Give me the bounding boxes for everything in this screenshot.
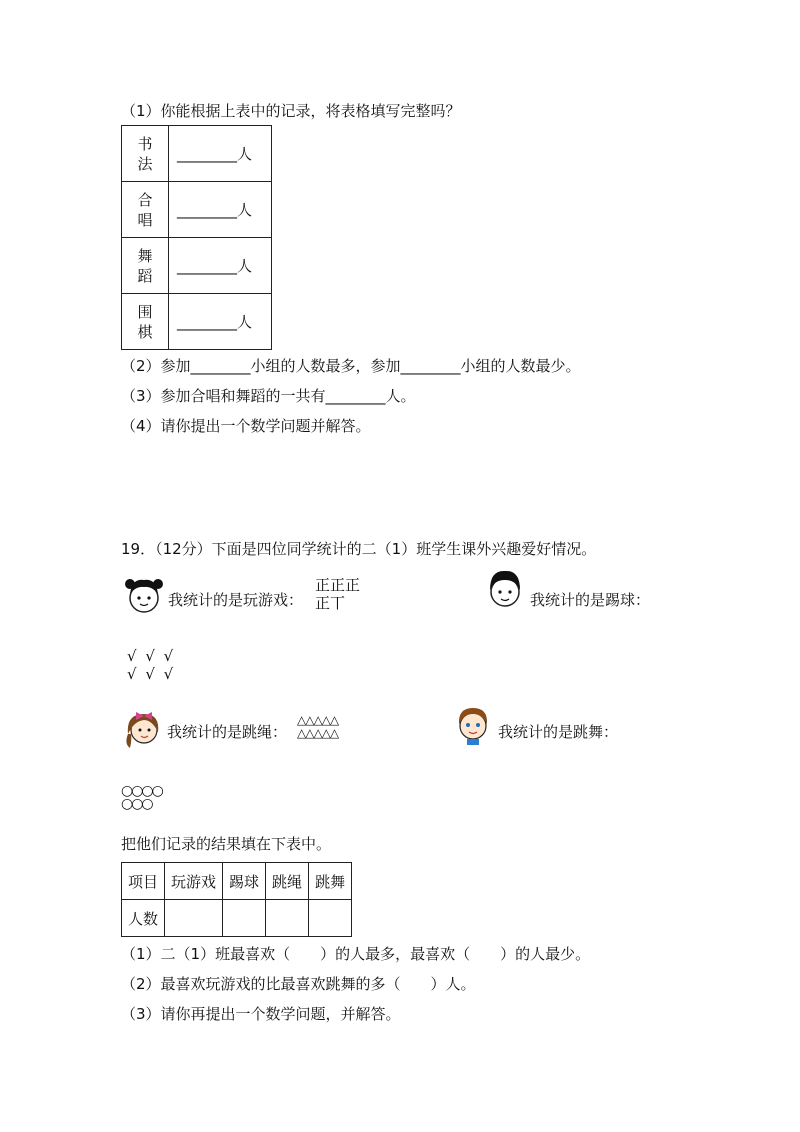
q18-part1: （1）你能根据上表中的记录，将表格填写完整吗？ [121, 102, 461, 120]
table-row [122, 294, 272, 350]
tally-line: ○○○ [121, 796, 152, 812]
answer-blank[interactable]: ________人 [169, 238, 272, 294]
row-label: 书 法 [122, 126, 169, 182]
row-label: 舞 蹈 [122, 238, 169, 294]
dance-label: 我统计的是跳舞： [498, 723, 619, 741]
answer-cell[interactable] [266, 900, 309, 937]
q19-instruction: 把他们记录的结果填在下表中。 [121, 835, 332, 853]
q19-table [121, 862, 352, 937]
games-tally [315, 576, 360, 612]
q19-part1: （1）二（1）班最喜欢（ ）的人最多，最喜欢（ ）的人最少。 [121, 945, 591, 963]
table-row-label: 人数 [122, 900, 165, 937]
q18-part4: （4）请你提出一个数学问题并解答。 [121, 417, 371, 435]
boy-avatar-icon [484, 566, 526, 612]
games-label: 我统计的是玩游戏： [168, 591, 304, 609]
table-row [122, 900, 352, 937]
tally-line: √ √ √ [127, 647, 176, 665]
row-label: 合 唱 [122, 182, 169, 238]
girl-with-bow-avatar-icon [122, 706, 164, 750]
q19-part2: （2）最喜欢玩游戏的比最喜欢跳舞的多（ ）人。 [121, 975, 476, 993]
table-row [122, 182, 272, 238]
girl-avatar-icon [122, 572, 166, 618]
rope-marks [297, 714, 338, 740]
tally-line: △△△△△ [297, 713, 339, 727]
boy-brown-hair-avatar-icon [452, 702, 494, 746]
tally-line: 正正正 [315, 576, 361, 594]
table-row [122, 126, 272, 182]
table-header: 跳绳 [266, 863, 309, 900]
dance-marks [121, 785, 162, 811]
answer-cell[interactable] [223, 900, 266, 937]
q19-part3: （3）请你再提出一个数学问题，并解答。 [121, 1005, 401, 1023]
answer-cell[interactable] [165, 900, 223, 937]
football-label: 我统计的是踢球： [530, 591, 651, 609]
tally-line: △△△△△ [297, 726, 339, 740]
q18-part2: （2）参加________小组的人数最多，参加________小组的人数最少。 [121, 357, 581, 375]
rope-label: 我统计的是跳绳： [167, 723, 288, 741]
table-header: 踢球 [223, 863, 266, 900]
q18-table [121, 125, 272, 350]
answer-blank[interactable]: ________人 [169, 126, 272, 182]
q18-part3: （3）参加合唱和舞蹈的一共有________人。 [121, 387, 416, 405]
table-row [122, 863, 352, 900]
table-header: 项目 [122, 863, 165, 900]
answer-cell[interactable] [309, 900, 352, 937]
answer-blank[interactable]: ________人 [169, 182, 272, 238]
tally-line: 正丅 [315, 594, 346, 612]
row-label: 围 棋 [122, 294, 169, 350]
table-header: 玩游戏 [165, 863, 223, 900]
table-row [122, 238, 272, 294]
q19-title: 19．（12分）下面是四位同学统计的二（1）班学生课外兴趣爱好情况。 [121, 540, 597, 558]
table-header: 跳舞 [309, 863, 352, 900]
tally-line: √ √ √ [127, 665, 176, 683]
answer-blank[interactable]: ________人 [169, 294, 272, 350]
football-marks [127, 647, 175, 683]
tally-line: ○○○○ [121, 783, 162, 799]
